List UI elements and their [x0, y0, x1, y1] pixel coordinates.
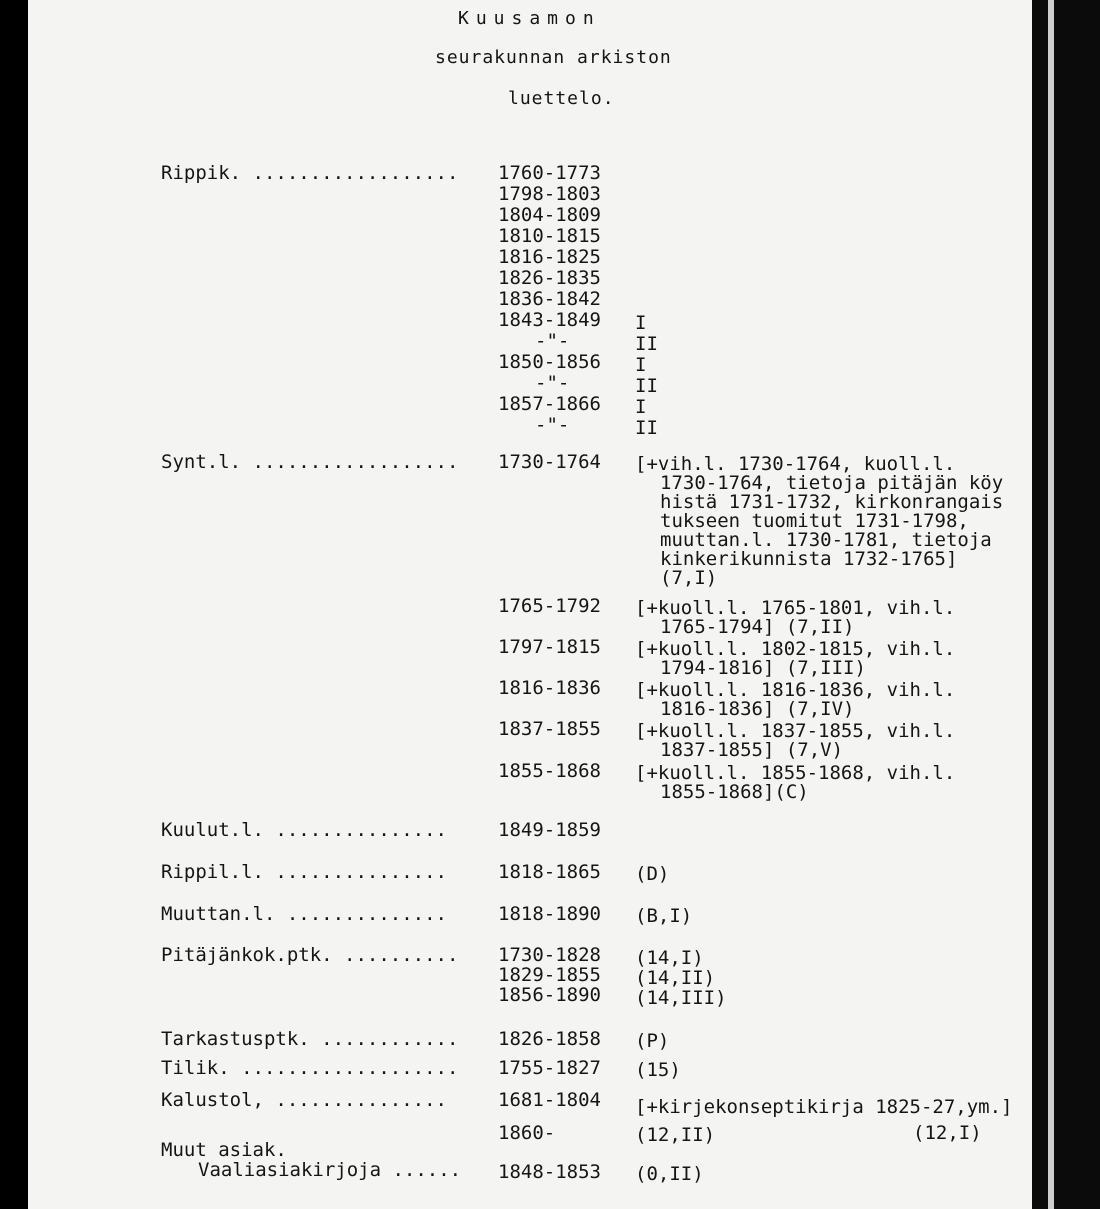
pitajankok-years: 1856-1890 — [498, 984, 601, 1006]
synt-years: 1765-1792 — [498, 595, 601, 617]
synt-note-line: 1794-1816] (7,III) — [660, 657, 866, 679]
rippik-years: 1760-1773 — [498, 162, 601, 184]
muut-label: Muut asiak. — [161, 1139, 287, 1161]
synt-note-line: 1837-1855] (7,V) — [660, 739, 844, 761]
rippik-years: 1826-1835 — [498, 267, 601, 289]
rippik-volume: II — [635, 417, 658, 439]
synt-note-line: 1855-1868](C) — [660, 781, 809, 803]
title-line-3: luettelo. — [508, 88, 615, 109]
scan-edge-line — [1048, 0, 1054, 1209]
rippik-volume: II — [635, 333, 658, 355]
pitajankok-volume: (14,II) — [635, 967, 716, 989]
muut-note: (0,II) — [635, 1163, 704, 1185]
rippik-years: 1843-1849 — [498, 309, 601, 331]
synt-note-line: 1765-1794] (7,II) — [660, 616, 855, 638]
synt-label: Synt.l. .................. — [161, 451, 459, 473]
rippil-label: Rippil.l. ............... — [161, 861, 447, 883]
title-line-2: seurakunnan arkiston — [435, 47, 672, 68]
rippik-label: Rippik. .................. — [161, 162, 459, 184]
synt-note-line: muuttan.l. 1730-1781, tietoja — [660, 529, 992, 551]
synt-note-line: (7,I) — [660, 567, 718, 589]
pitajankok-years: 1829-1855 — [498, 964, 601, 986]
kalustol-note-extra: (12,I) — [913, 1122, 982, 1144]
pitajankok-years: 1730-1828 — [498, 944, 601, 966]
muuttan-years: 1818-1890 — [498, 903, 601, 925]
kuulut-years: 1849-1859 — [498, 819, 601, 841]
muuttan-note: (B,I) — [635, 905, 693, 927]
synt-note-line: kinkerikunnista 1732-1765] — [660, 548, 958, 570]
rippik-years: -"- — [535, 330, 570, 352]
rippik-volume: I — [635, 396, 647, 418]
rippik-years: 1857-1866 — [498, 393, 601, 415]
rippik-years: 1850-1856 — [498, 351, 601, 373]
tarkastus-label: Tarkastusptk. ............ — [161, 1028, 459, 1050]
pitajankok-label: Pitäjänkok.ptk. .......... — [161, 944, 459, 966]
rippik-years: 1798-1803 — [498, 183, 601, 205]
rippik-years: 1810-1815 — [498, 225, 601, 247]
tilik-years: 1755-1827 — [498, 1057, 601, 1079]
muut-sub-label: Vaaliasiakirjoja ...... — [198, 1159, 462, 1181]
rippik-years: -"- — [535, 414, 570, 436]
rippik-years: 1836-1842 — [498, 288, 601, 310]
synt-note-line: [+kuoll.l. 1802-1815, vih.l. — [635, 638, 956, 660]
tarkastus-note: (P) — [635, 1030, 670, 1052]
tarkastus-years: 1826-1858 — [498, 1028, 601, 1050]
synt-note-line: [+kuoll.l. 1837-1855, vih.l. — [635, 720, 956, 742]
synt-note-line: tukseen tuomitut 1731-1798, — [660, 510, 969, 532]
kuulut-label: Kuulut.l. ............... — [161, 819, 447, 841]
kalustol-note-2: (12,II) — [635, 1124, 716, 1146]
rippik-volume: I — [635, 354, 647, 376]
synt-years: 1816-1836 — [498, 677, 601, 699]
synt-note-line: [+kuoll.l. 1816-1836, vih.l. — [635, 679, 956, 701]
kalustol-years-2: 1860- — [498, 1122, 556, 1144]
synt-note-line: 1730-1764, tietoja pitäjän köy — [660, 472, 1004, 494]
rippil-years: 1818-1865 — [498, 861, 601, 883]
kalustol-label: Kalustol, ............... — [161, 1089, 447, 1111]
tilik-label: Tilik. ................... — [161, 1057, 459, 1079]
synt-note-line: 1816-1836] (7,IV) — [660, 698, 855, 720]
kalustol-note-1: [+kirjekonseptikirja 1825-27,ym.] — [635, 1096, 1013, 1118]
document-page — [28, 0, 1032, 1209]
synt-note-line: [+kuoll.l. 1765-1801, vih.l. — [635, 597, 956, 619]
muuttan-label: Muuttan.l. .............. — [161, 903, 447, 925]
synt-note-line: histä 1731-1732, kirkonrangais — [660, 491, 1004, 513]
title-line-1: Kuusamon — [458, 8, 601, 29]
muut-years: 1848-1853 — [498, 1161, 601, 1183]
synt-note-line: [+vih.l. 1730-1764, kuoll.l. — [635, 453, 956, 475]
pitajankok-volume: (14,I) — [635, 947, 704, 969]
synt-years: 1855-1868 — [498, 760, 601, 782]
tilik-note: (15) — [635, 1059, 681, 1081]
synt-note-line: [+kuoll.l. 1855-1868, vih.l. — [635, 762, 956, 784]
rippik-volume: I — [635, 312, 647, 334]
synt-years: 1797-1815 — [498, 636, 601, 658]
pitajankok-volume: (14,III) — [635, 987, 727, 1009]
rippik-volume: II — [635, 375, 658, 397]
rippik-years: -"- — [535, 372, 570, 394]
synt-years: 1837-1855 — [498, 718, 601, 740]
synt-years: 1730-1764 — [498, 451, 601, 473]
kalustol-years-1: 1681-1804 — [498, 1089, 601, 1111]
scan-border — [1032, 0, 1100, 1209]
rippik-years: 1804-1809 — [498, 204, 601, 226]
rippik-years: 1816-1825 — [498, 246, 601, 268]
rippil-note: (D) — [635, 863, 670, 885]
